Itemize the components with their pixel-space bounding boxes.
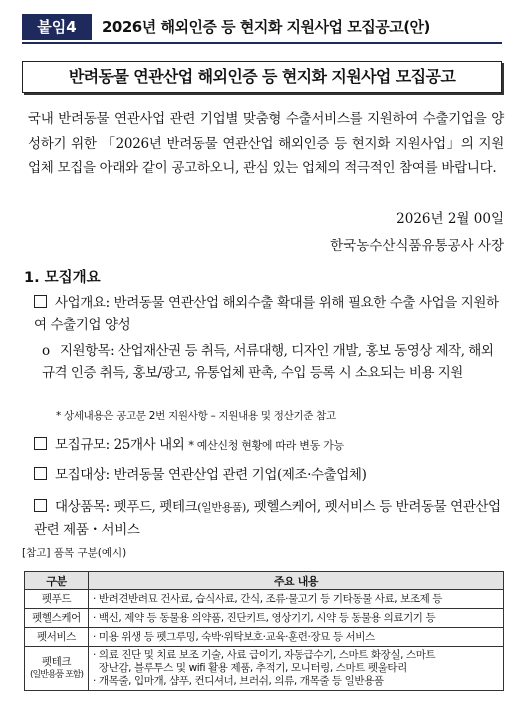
circle-bullet-icon: o	[42, 343, 50, 359]
row-category: 펫푸드	[25, 590, 89, 609]
announcement-date: 2026년 2월 00일	[396, 211, 504, 227]
table-header-content: 주요 내용	[89, 572, 504, 590]
target-text: 모집대상: 반려동물 연관산업 관련 기업(제조·수출업체)	[55, 467, 367, 483]
products-suffix: , 펫헬스케어, 펫서비스 등 반려동물 연관산업 관련 제품・서비스	[34, 499, 501, 538]
support-note: * 상세내용은 공고문 2번 지원사항 – 지원내용 및 정산기준 참고	[56, 410, 336, 422]
table-header-category: 구분	[25, 572, 89, 590]
row-content: · 반려견반려묘 건사료, 습식사료, 간식, 조류·물고기 등 기타동물 사료, 보조제 등	[89, 590, 504, 609]
table-row	[25, 628, 504, 647]
checkbox-icon	[34, 295, 47, 308]
overview-item	[34, 292, 504, 336]
checkbox-icon	[34, 467, 47, 480]
attachment-badge: 붙임4	[22, 14, 92, 40]
overview-text: 사업개요: 반려동물 연관산업 해외수출 확대를 위해 필요한 수출 사업을 지원하여 수출기업 양성	[34, 295, 499, 333]
row-content: · 백신, 제약 등 동물용 의약품, 진단키트, 영상기기, 시약 등 동물용 의료기기 등	[89, 609, 504, 628]
products-small: (일반용품)	[197, 501, 246, 514]
issuer: 한국농수산식품유통공사 사장	[330, 238, 504, 254]
products-item	[34, 496, 504, 541]
header-title: 2026년 해외인증 등 현지화 지원사업 모집공고(안)	[102, 18, 430, 36]
table-header-row	[25, 572, 504, 590]
target-item	[34, 464, 366, 486]
scale-note: * 예산신청 현황에 따라 변동 가능	[188, 439, 344, 452]
reference-label: [참고] 품목 구분(예시)	[22, 547, 127, 559]
checkbox-icon	[34, 499, 47, 512]
row-category: 펫서비스	[25, 628, 89, 647]
document-header	[22, 14, 502, 44]
table-row	[25, 647, 504, 691]
row-content: · 의료 진단 및 치료 보조 기술, 사료 급이기, 자동급수기, 스마트 화장실, 스마트 장난감, 블루투스 및 wifi 활용 제품, 추적기, 모니터링, 스마트 펫울타리 · 개목줄, 입마개, 샴푸, 컨디셔너, 브러쉬, 의류, 개목줄 등 일반용품	[89, 647, 504, 691]
table-row	[25, 590, 504, 609]
section-title: 1. 모집개요	[24, 270, 101, 286]
row-category: 펫테크 (일반용품 포함)	[25, 647, 89, 691]
checkbox-icon	[34, 437, 47, 450]
row-category: 펫헬스케어	[25, 609, 89, 628]
category-table	[24, 571, 504, 691]
table-row	[25, 609, 504, 628]
support-items	[42, 340, 504, 384]
scale-text: 모집규모: 25개사 내외	[55, 437, 185, 453]
main-title: 반려동물 연관산업 해외인증 등 현지화 지원사업 모집공고	[22, 61, 502, 93]
intro-paragraph: 국내 반려동물 연관사업 관련 기업별 맞춤형 수출서비스를 지원하여 수출기업을 양성하기 위한 「2026년 반려동물 연관산업 해외인증 등 현지화 지원사업」의 지원업체 모집을 아래와 같이 공고하오니, 관심 있는 업체의 적극적인 참여를 바랍니다.	[28, 111, 504, 176]
products-prefix: 대상품목: 펫푸드, 펫테크	[55, 499, 198, 515]
support-items-text: 지원항목: 산업재산권 등 취득, 서류대행, 디자인 개발, 홍보 동영상 제작, 해외규격 인증 취득, 홍보/광고, 유통업체 판촉, 수입 등록 시 소요되는 비용 지원	[42, 343, 494, 381]
row-content: · 미용 위생 등 펫그루밍, 숙박·위탁보호·교육·훈련·장묘 등 서비스	[89, 628, 504, 647]
scale-item	[34, 434, 344, 457]
